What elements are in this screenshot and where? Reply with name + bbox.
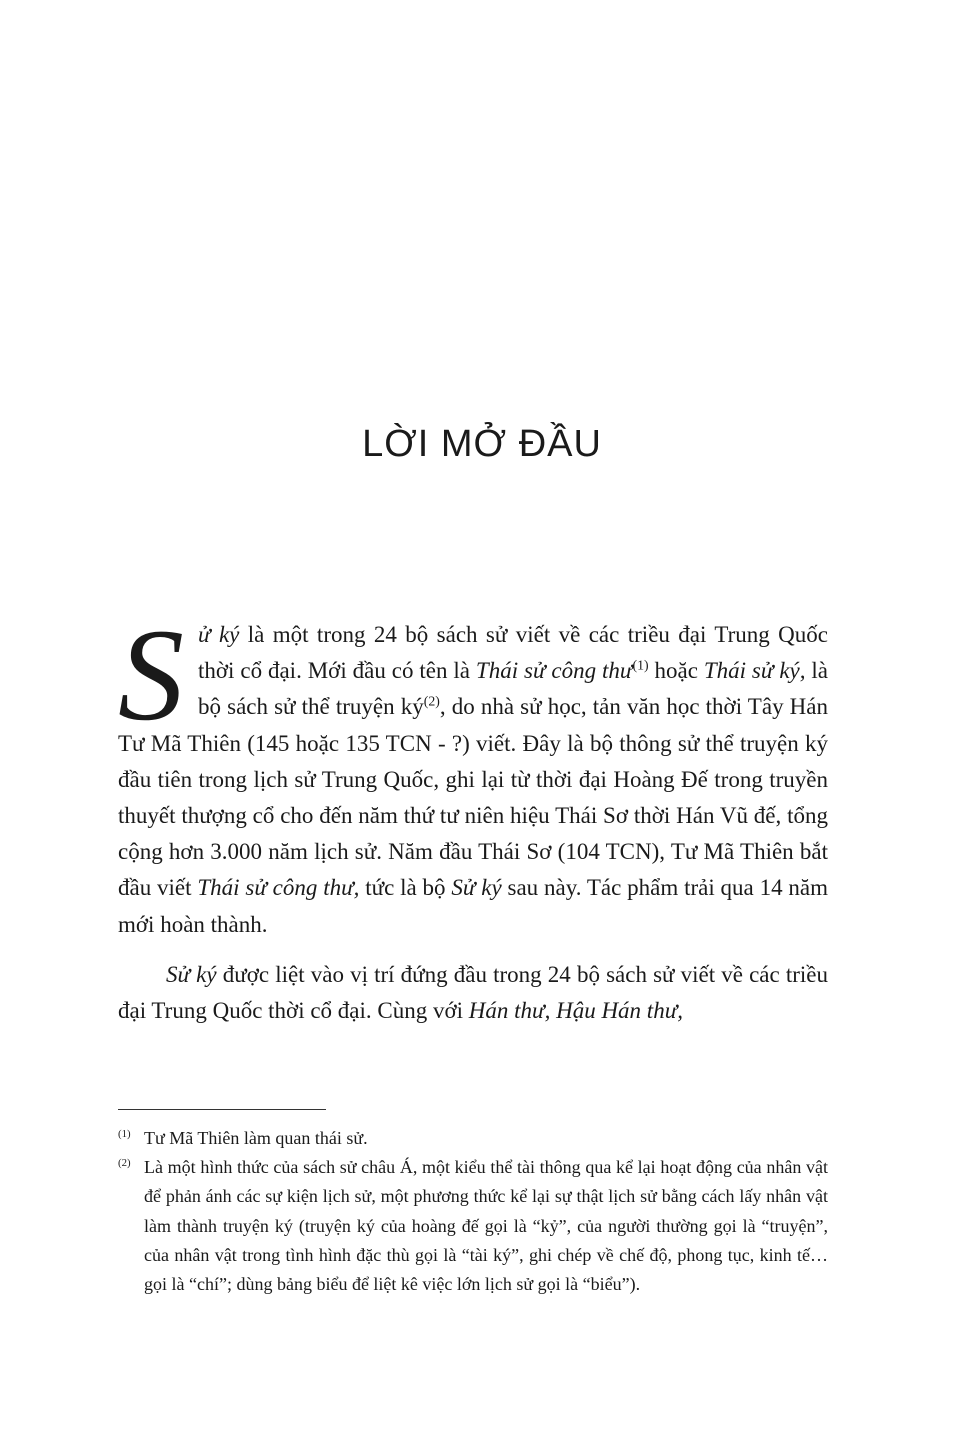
text-run: Thái sử công thư	[475, 658, 633, 684]
footnote-text: Là một hình thức của sách sử châu Á, một kiểu thể tài thông qua kể lại hoạt động của nhân vật để phản ánh các sự kiện lịch sử, một phương thức kể lại sự thật lịch sử bằng cách lấy nhân vật làm thành truyện ký (truyện ký của hoàng đế gọi là “kỷ”, của người thường gọi là “truyện”, của nhân vật trong tình hình đặc thù gọi là “tài ký”, ghi chép về chế độ, phong tục, kinh tế…gọi là “chí”; dùng bảng biểu để liệt kê việc lớn lịch sử gọi là “biểu”).	[144, 1157, 828, 1295]
footnote-divider	[118, 1109, 326, 1110]
footnote-text: Tư Mã Thiên làm quan thái sử.	[144, 1128, 368, 1148]
text-run: là bộ sách sử thể truyện ký	[198, 658, 829, 720]
drop-cap: S	[118, 601, 184, 748]
footnotes	[118, 1124, 828, 1299]
footnote-mark-text: (2)	[118, 1157, 131, 1170]
text-run: Sử ký	[451, 875, 502, 901]
footnote-mark-text: (1)	[118, 1128, 131, 1140]
text-run: được liệt vào vị trí đứng đầu trong 24 bộ sách sử viết về các triều đại Trung Quốc thời cổ đại. Cùng với	[118, 961, 829, 1024]
text-run: Thái sử ký,	[703, 658, 806, 684]
text-run: là một trong 24 bộ sách sử viết về các triều đại Trung Quốc thời cổ đại. Mới đầu có tên là	[198, 622, 828, 684]
footnote-1	[118, 1124, 828, 1153]
main-text	[118, 601, 829, 1029]
text-run: Hán thư, Hậu Hán thư,	[468, 998, 683, 1024]
footnote-2	[118, 1153, 828, 1299]
footnote-mark	[118, 1124, 131, 1153]
paragraph-1	[118, 601, 829, 943]
footnote-ref-2[interactable]: (2)	[423, 693, 440, 709]
page-title: LỜI MỞ ĐẦU	[362, 423, 602, 465]
text-run: hoặc	[648, 658, 704, 684]
text-run: Thái sử công thư,	[197, 875, 360, 901]
text-run: tức là bộ	[359, 875, 452, 901]
text-run: , do nhà sử học, tản văn học thời Tây Hán Tư Mã Thiên (145 hoặc 135 TCN - ?) viết. Đây là bộ thông sử thể truyện ký đầu tiên trong lịch sử Trung Quốc, ghi lại từ thời đại Hoàng Đế trong truyền thuyết thượng cổ cho đến năm thứ tư niên hiệu Thái Sơ thời Hán Vũ đế, tổng cộng hơn 3.000 năm lịch sử. Năm đầu Thái Sơ (104 TCN), Tư Mã Thiên bắt đầu viết	[118, 694, 829, 901]
footnote-ref-1[interactable]: (1)	[632, 657, 649, 673]
text-run: Sử ký	[166, 961, 217, 987]
text-run: sau này. Tác phẩm trải qua 14 năm mới hoàn thành.	[118, 875, 828, 937]
footnote-mark	[118, 1153, 131, 1182]
text-run: ử ký	[198, 622, 240, 647]
paragraph-2	[118, 957, 828, 1029]
